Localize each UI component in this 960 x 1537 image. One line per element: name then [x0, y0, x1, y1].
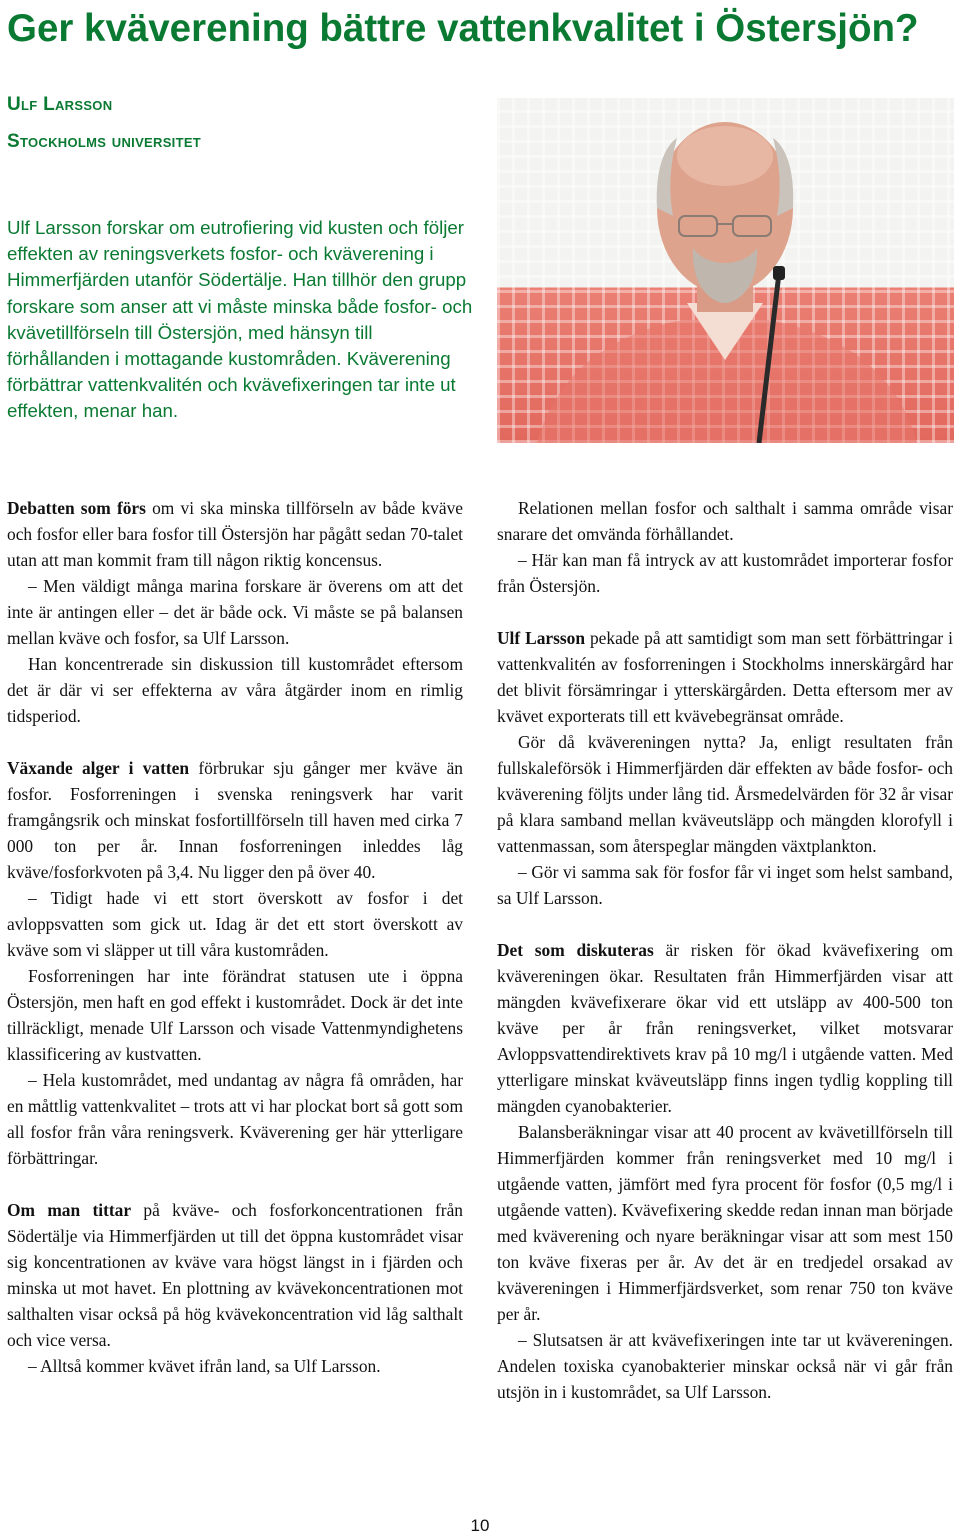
body-paragraph: Relationen mellan fosfor och salthalt i samma område visar snarare det omvända förhållandet.	[497, 498, 953, 544]
body-paragraph: – Slutsatsen är att kvävefixeringen inte tar ut kvävereningen. Andelen toxiska cyanobakterier minskar också när vi går från utsjön in i kustområdet, sa Ulf Larsson.	[497, 1330, 953, 1402]
body-paragraph: Fosforreningen har inte förändrat statusen ute i öppna Östersjön, men haft en god effekt i kustområdet. Dock är det inte tillräckligt, menade Ulf Larsson och visade Vattenmyndighetens klassificering av kustvatten.	[7, 966, 463, 1064]
body-paragraph: – Gör vi samma sak för fosfor får vi inget som helst samband, sa Ulf Larsson.	[497, 862, 953, 908]
author-affiliation: Stockholms universitet	[7, 131, 202, 152]
body-paragraph	[497, 625, 953, 729]
body-paragraph: – Tidigt hade vi ett stort överskott av fosfor i det avloppsvatten som gick ut. Idag är det ett stort överskott av kväve som vi släpper ut till våra kustområden.	[7, 888, 463, 960]
article-title: Ger kväverening bättre vattenkvalitet i Östersjön?	[7, 7, 919, 50]
body-paragraph: – Hela kustområdet, med undantag av några få områden, har en måttlig vattenkvalitet – trots att vi har plockat bort så gott som all fosfor från våra reningsverk. Kväverening ger här ytterligare förbättringar.	[7, 1070, 463, 1168]
paragraph-text: pekade på att samtidigt som man sett förbättringar i vattenkvalitén av fosforreningen i Stockholms innerskärgård har det blivit försämringar i ytterskärgården. Detta eftersom mer av kvävet exporterats till ett kvävebegränsat område.	[497, 628, 953, 726]
section-lead: Ulf Larsson	[497, 628, 586, 648]
paragraph-text: på kväve- och fosforkoncentrationen från Södertälje via Himmerfjärden ut till det öppna kustområdet visar sig koncentrationen av kväve vara högst längst in i fjärden och minska ut mot havet. En plottning av kvävekoncentrationen mot salthalten visar också på hög kvävekoncentration vid låg salthalt och vice versa.	[7, 1200, 463, 1350]
author-photo	[497, 98, 954, 443]
paragraph-text: om vi ska minska tillförseln av både kväve och fosfor eller bara fosfor till Östersjön har pågått sedan 70-talet utan att man kommit fram till någon riktig koncensus.	[7, 498, 463, 570]
section-lead: Debatten som förs	[7, 498, 146, 518]
paragraph-text: förbrukar sju gånger mer kväve än fosfor. Fosforreningen i svenska reningsverk har varit framgångsrik och minskat fosfortillförseln till haven med cirka 7 000 ton per år. Innan fosforreningen inleddes låg kväve/fosforkvoten på 3,4. Nu ligger den på över 40.	[7, 758, 463, 882]
section-lead: Växande alger i vatten	[7, 758, 190, 778]
body-paragraph	[497, 937, 953, 1119]
article-column-left	[7, 495, 463, 1379]
section-lead: Det som diskuteras	[497, 940, 654, 960]
body-paragraph	[7, 495, 463, 573]
section-lead: Om man tittar	[7, 1200, 132, 1220]
body-paragraph: – Men väldigt många marina forskare är överens om att det inte är antingen eller – det är både ock. Vi måste se på balansen mellan kväve och fosfor, sa Ulf Larsson.	[7, 576, 463, 648]
body-paragraph: Han koncentrerade sin diskussion till kustområdet eftersom det är där vi ser effekterna av våra åtgärder inom en rimlig tidsperiod.	[7, 654, 463, 726]
body-paragraph: – Alltså kommer kvävet ifrån land, sa Ulf Larsson.	[28, 1356, 381, 1376]
article-column-right	[497, 495, 953, 1405]
page-number: 10	[470, 1516, 490, 1535]
paragraph-text: är risken för ökad kvävefixering om kvävereningen ökar. Resultaten från Himmerfjärden visar att mängden kvävefixerare ökar vid ett utsläpp av 400-500 ton kväve per år från reningsverket, vilket motsvarar Avloppsvattendirektivets krav på 10 mg/l i utgående vatten. Med ytterligare minskat kväveutsläpp finns ingen tydlig koppling till mängden cyanobakterier.	[497, 940, 953, 1116]
body-paragraph	[7, 1197, 463, 1353]
body-paragraph: Balansberäkningar visar att 40 procent av kvävetillförseln till Himmerfjärden kommer från reningsverket med 10 mg/l i utgående vatten, jämfört med fyra procent för fosfor (0,5 mg/l i utgående vatten). Kvävefixering skedde redan innan man började med kväverening och nyare beräkningar visar att som mest 150 ton kväve fixeras per år. Av det är en tredjedel orsakad av kvävereningen i Himmerfjärdsverket, som renar 750 ton kväve per år.	[497, 1122, 953, 1324]
body-paragraph: – Här kan man få intryck av att kustområdet importerar fosfor från Östersjön.	[497, 550, 953, 596]
body-paragraph	[7, 755, 463, 885]
author-name: Ulf Larsson	[7, 94, 113, 115]
body-paragraph: Gör då kvävereningen nytta? Ja, enligt resultaten från fullskaleförsök i Himmerfjärden där effekten av både fosfor- och kväverening följts under lång tid. Årsmedelvärden för 32 år visar på klara samband mellan kväveutsläpp och mängden klorofyll i vattenmassan, som återspeglar mängden växtplankton.	[497, 732, 953, 856]
intro-paragraph: Ulf Larsson forskar om eutrofiering vid kusten och följer effekten av reningsverkets fosfor- och kväverening i Himmerfjärden utanför Södertälje. Han tillhör den grupp forskare som anser att vi måste minska både fosfor- och kvävetillförseln till Östersjön, med hänsyn till förhållanden i mottagande kustområden. Kväverening förbättrar vattenkvalitén och kvävefixeringen tar inte ut effekten, menar han.	[7, 217, 473, 422]
